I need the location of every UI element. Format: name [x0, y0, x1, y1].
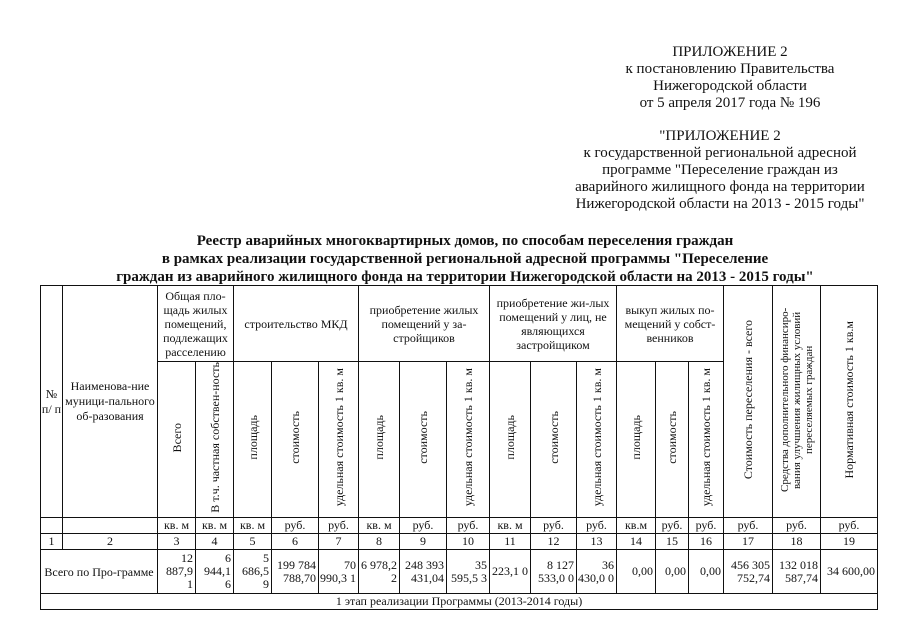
- appendix-line: Нижегородской области на 2013 - 2015 годы": [575, 196, 865, 212]
- unit-cell: руб.: [272, 518, 319, 534]
- col-number: 5: [234, 534, 272, 550]
- col-number: 9: [400, 534, 447, 550]
- title-line: Реестр аварийных многоквартирных домов, по способам переселения граждан: [196, 233, 734, 249]
- total-cell: 35 595,5 3: [447, 550, 490, 594]
- program-appendix-header: [560, 128, 880, 213]
- header-area: площадь: [359, 362, 400, 518]
- total-cell: 36 430,0 0: [577, 550, 617, 594]
- unit-cell: руб.: [319, 518, 359, 534]
- unit-cell: кв.м: [617, 518, 656, 534]
- unit-cell: кв. м: [490, 518, 531, 534]
- header-area: площадь: [617, 362, 656, 518]
- unit-cell: кв. м: [196, 518, 234, 534]
- header-unit-cost: удельная стоимость 1 кв. м: [447, 362, 490, 518]
- appendix-title: ПРИЛОЖЕНИЕ 2: [672, 44, 788, 60]
- unit-cell: кв. м: [359, 518, 400, 534]
- total-label: Всего по Про-грамме: [41, 550, 158, 594]
- total-cell: 199 784 788,70: [272, 550, 319, 594]
- appendix-line: к постановлению Правительства: [625, 61, 835, 77]
- header-norm-cost: Нормативная стоимость 1 кв.м: [821, 286, 878, 518]
- total-cell: 0,00: [689, 550, 724, 594]
- col-number: 2: [63, 534, 158, 550]
- col-number: 11: [490, 534, 531, 550]
- total-cell: 6 978,2 2: [359, 550, 400, 594]
- unit-cell: руб.: [656, 518, 689, 534]
- col-number: 3: [158, 534, 196, 550]
- col-number: 10: [447, 534, 490, 550]
- col-number: 13: [577, 534, 617, 550]
- col-number: 17: [724, 534, 773, 550]
- title-line: в рамках реализации государственной региональной адресной программы "Переселение: [161, 251, 769, 267]
- header-extra-funds: Средства дополнительного финансиро-вания улучшения жилищных условий переселяемых граждан: [773, 286, 821, 518]
- stage-row: [41, 594, 878, 610]
- header-cost: стоимость: [656, 362, 689, 518]
- col-number: 16: [689, 534, 724, 550]
- appendix-line: Нижегородской области: [653, 78, 807, 94]
- col-number: 18: [773, 534, 821, 550]
- col-number: 14: [617, 534, 656, 550]
- header-area: площадь: [234, 362, 272, 518]
- total-row: [41, 550, 878, 594]
- col-number: 12: [531, 534, 577, 550]
- header-num: № п/ п: [41, 286, 63, 518]
- total-cell: 0,00: [656, 550, 689, 594]
- appendix-header: [600, 44, 860, 112]
- appendix-line: от 5 апреля 2017 года № 196: [639, 95, 821, 111]
- unit-cell: кв. м: [234, 518, 272, 534]
- unit-cell: кв. м: [158, 518, 196, 534]
- header-unit-cost: удельная стоимость 1 кв. м: [577, 362, 617, 518]
- total-cell: 34 600,00: [821, 550, 878, 594]
- total-cell: 70 990,3 1: [319, 550, 359, 594]
- header-group-build: строительство МКД: [234, 286, 359, 362]
- unit-cell: руб.: [400, 518, 447, 534]
- col-number: 6: [272, 534, 319, 550]
- header-resettle-total: Стоимость переселения - всего: [724, 286, 773, 518]
- unit-cell: руб.: [577, 518, 617, 534]
- col-number: 19: [821, 534, 878, 550]
- header-cost: стоимость: [272, 362, 319, 518]
- col-number: 1: [41, 534, 63, 550]
- header-group-nondevelopers: приобретение жи-лых помещений у лиц, не являющихся застройщиком: [490, 286, 617, 362]
- header-cost: стоимость: [400, 362, 447, 518]
- header-group-buyout: выкуп жилых по-мещений у собст-венников: [617, 286, 724, 362]
- header-total: Всего: [158, 362, 196, 518]
- appendix-line: к государственной региональной адресной: [583, 145, 857, 161]
- header-municipality: Наименова-ние муници-пального об-разования: [63, 286, 158, 518]
- header-group-developers: приобретение жилых помещений у за-стройщиков: [359, 286, 490, 362]
- total-cell: 223,1 0: [490, 550, 531, 594]
- appendix-line: программе "Переселение граждан из: [602, 162, 838, 178]
- unit-cell: руб.: [531, 518, 577, 534]
- appendix-title: "ПРИЛОЖЕНИЕ 2: [659, 128, 781, 144]
- unit-cell: руб.: [773, 518, 821, 534]
- total-cell: 5 686,5 9: [234, 550, 272, 594]
- col-number: 7: [319, 534, 359, 550]
- header-unit-cost: удельная стоимость 1 кв. м: [319, 362, 359, 518]
- header-group-area: Общая пло-щадь жилых помещений, подлежащих расселению: [158, 286, 234, 362]
- unit-cell: руб.: [447, 518, 490, 534]
- total-cell: 456 305 752,74: [724, 550, 773, 594]
- unit-cell: [41, 518, 63, 534]
- total-cell: 132 018 587,74: [773, 550, 821, 594]
- unit-cell: [63, 518, 158, 534]
- total-cell: 8 127 533,0 0: [531, 550, 577, 594]
- col-number: 15: [656, 534, 689, 550]
- header-area: площадь: [490, 362, 531, 518]
- unit-cell: руб.: [689, 518, 724, 534]
- total-cell: 248 393 431,04: [400, 550, 447, 594]
- registry-table: [40, 285, 878, 610]
- total-cell: 6 944,1 6: [196, 550, 234, 594]
- title-line: граждан из аварийного жилищного фонда на территории Нижегородской области на 2013 - 2015 годы": [116, 269, 814, 285]
- document-title: [70, 232, 860, 286]
- total-cell: 12 887,9 1: [158, 550, 196, 594]
- column-numbers-row: [41, 534, 878, 550]
- col-number: 8: [359, 534, 400, 550]
- col-number: 4: [196, 534, 234, 550]
- unit-cell: руб.: [724, 518, 773, 534]
- appendix-line: аварийного жилищного фонда на территории: [575, 179, 865, 195]
- units-row: [41, 518, 878, 534]
- header-unit-cost: удельная стоимость 1 кв. м: [689, 362, 724, 518]
- unit-cell: руб.: [821, 518, 878, 534]
- header-cost: стоимость: [531, 362, 577, 518]
- total-cell: 0,00: [617, 550, 656, 594]
- stage-label: 1 этап реализации Программы (2013-2014 годы): [41, 594, 878, 610]
- header-private: В т.ч. частная собствен-ность: [196, 362, 234, 518]
